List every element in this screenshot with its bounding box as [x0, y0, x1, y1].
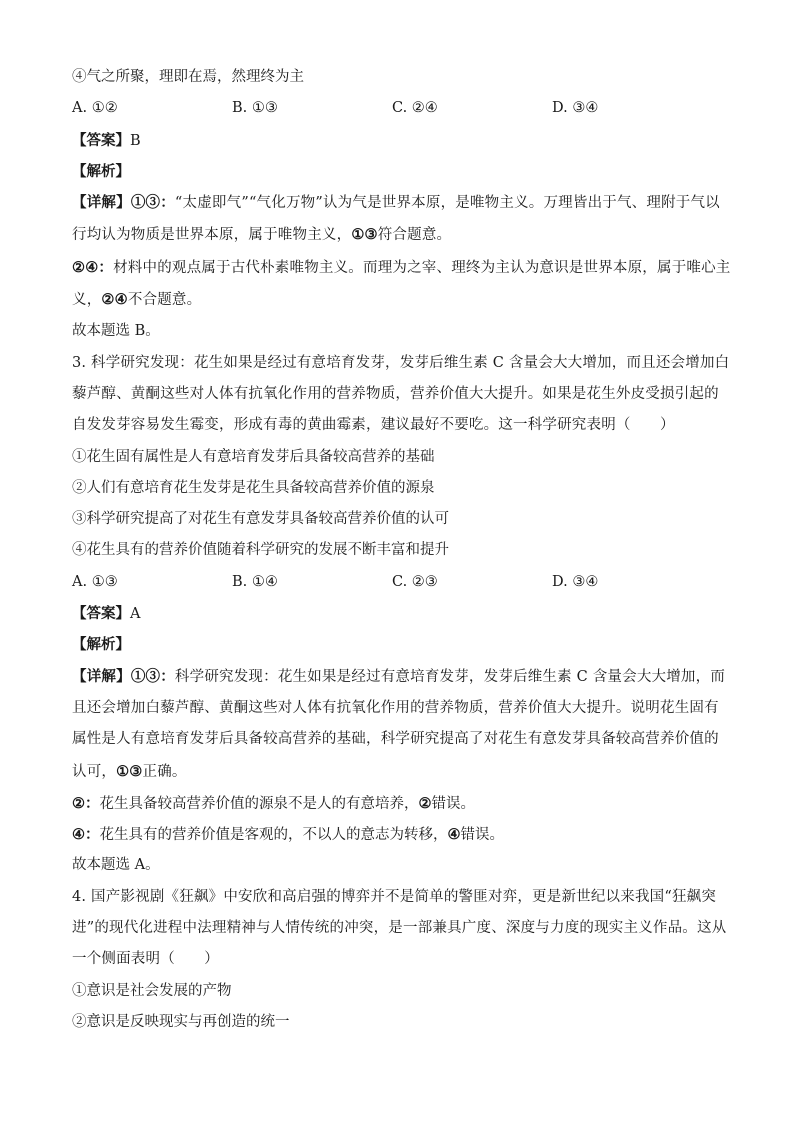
- q3-choice-2: ②人们有意培育花生发芽是花生具备较高营养价值的源泉: [72, 479, 435, 496]
- detail-label: 【详解】: [72, 667, 131, 685]
- q3-option-b: B. ①④: [232, 573, 278, 590]
- detail-mark: ④: [447, 826, 461, 844]
- q2-option-a: A. ①②: [72, 100, 118, 117]
- detail-text: 花生具备较高营养价值的源泉不是人的有意培养，: [99, 795, 419, 812]
- detail-tail: 正确。: [142, 763, 187, 780]
- q3-detail-paragraph-2: [72, 788, 732, 819]
- answer-value: B: [130, 132, 141, 149]
- answer-label: 【答案】: [72, 605, 130, 623]
- q3-detail-paragraph-1: [72, 661, 732, 788]
- answer-value: A: [130, 606, 141, 623]
- detail-lead: ④：: [72, 826, 100, 844]
- q2-choice-4: ④气之所聚，理即在焉，然理终为主: [72, 69, 304, 85]
- answer-label: 【答案】: [72, 131, 130, 149]
- q2-answer: [72, 125, 732, 156]
- q2-detail-paragraph-1: [72, 187, 732, 252]
- detail-tail: 错误。: [460, 827, 504, 844]
- detail-text: 科学研究发现：花生如果是经过有意培育发芽，发芽后维生素 C 含量会大大增加，而且还会增加白藜芦醇、黄酮这些对人体有抗氧化作用的营养物质，营养价值大大提升。说明花生固有属性是人有意培育发芽后具备较高营养的基础，科学研究提高了对花生有意发芽具备较高营养价值的认可，: [72, 668, 726, 780]
- q3-detail-paragraph-3: [72, 819, 732, 850]
- q4-choice-2: ②意识是反映现实与再创造的统一: [72, 1013, 290, 1030]
- q3-conclusion: 故本题选 A。: [72, 857, 160, 874]
- q3-options: [72, 567, 732, 598]
- detail-lead: ①③：: [130, 194, 175, 212]
- detail-mark: ①③: [116, 762, 143, 780]
- q2-option-b: B. ①③: [232, 100, 278, 117]
- q2-option-c: C. ②④: [392, 100, 438, 117]
- q3-answer: [72, 598, 732, 629]
- detail-mark: ②④: [101, 291, 128, 309]
- q3-option-c: C. ②③: [392, 573, 438, 590]
- document-page: [72, 62, 732, 1038]
- q3-option-d: D. ③④: [552, 573, 599, 590]
- q3-choice-3: ③科学研究提高了对花生有意发芽具备较高营养价值的认可: [72, 511, 449, 528]
- q3-option-a: A. ①③: [72, 573, 118, 590]
- detail-tail: 符合题意。: [377, 227, 452, 244]
- detail-mark: ①③: [351, 226, 378, 244]
- q4-choice-1: ①意识是社会发展的产物: [72, 982, 232, 999]
- detail-mark: ②: [418, 794, 432, 812]
- q2-analysis-label: 【解析】: [72, 162, 130, 180]
- detail-label: 【详解】: [72, 194, 131, 212]
- detail-lead: ①③：: [130, 667, 175, 685]
- detail-tail: 错误。: [431, 795, 475, 812]
- detail-lead: ②④：: [72, 258, 114, 276]
- q2-conclusion: 故本题选 B。: [72, 323, 160, 340]
- q2-options: [72, 93, 732, 124]
- q3-choice-4: ④花生具有的营养价值随着科学研究的发展不断丰富和提升: [72, 542, 449, 559]
- detail-lead: ②：: [72, 794, 100, 812]
- q3-choice-1: ①花生固有属性是人有意培育发芽后具备较高营养的基础: [72, 448, 435, 465]
- detail-text: 材料中的观点属于古代朴素唯物主义。而理为之宰、理终为主认为意识是世界本原，属于唯心主义，: [72, 259, 731, 309]
- q4-stem: 4. 国产影视剧《狂飙》中安欣和高启强的博弈并不是简单的警匪对弈，更是新世纪以来我国“狂飙突进”的现代化进程中法理精神与人情传统的冲突，是一部兼具广度、深度与力度的现实主义作品。这从一个侧面表明（ ）: [72, 888, 727, 968]
- q3-analysis-label: 【解析】: [72, 636, 130, 654]
- q2-detail-paragraph-2: [72, 252, 732, 317]
- detail-text: 花生具有的营养价值是客观的，不以人的意志为转移，: [99, 827, 448, 844]
- q3-stem: 3. 科学研究发现：花生如果是经过有意培育发芽，发芽后维生素 C 含量会大大增加，而且还会增加白藜芦醇、黄酮这些对人体有抗氧化作用的营养物质，营养价值大大提升。如果是花生外皮受损引起的自发发芽容易发生霉变，形成有毒的黄曲霉素，建议最好不要吃。这一科学研究表明（ ）: [72, 354, 730, 434]
- detail-tail: 不合题意。: [127, 292, 202, 309]
- detail-text: “太虚即气”“气化万物”认为气是世界本原，是唯物主义。万理皆出于气、理附于气以行均认为物质是世界本原，属于唯物主义，: [72, 195, 720, 244]
- q2-option-d: D. ③④: [552, 100, 599, 117]
